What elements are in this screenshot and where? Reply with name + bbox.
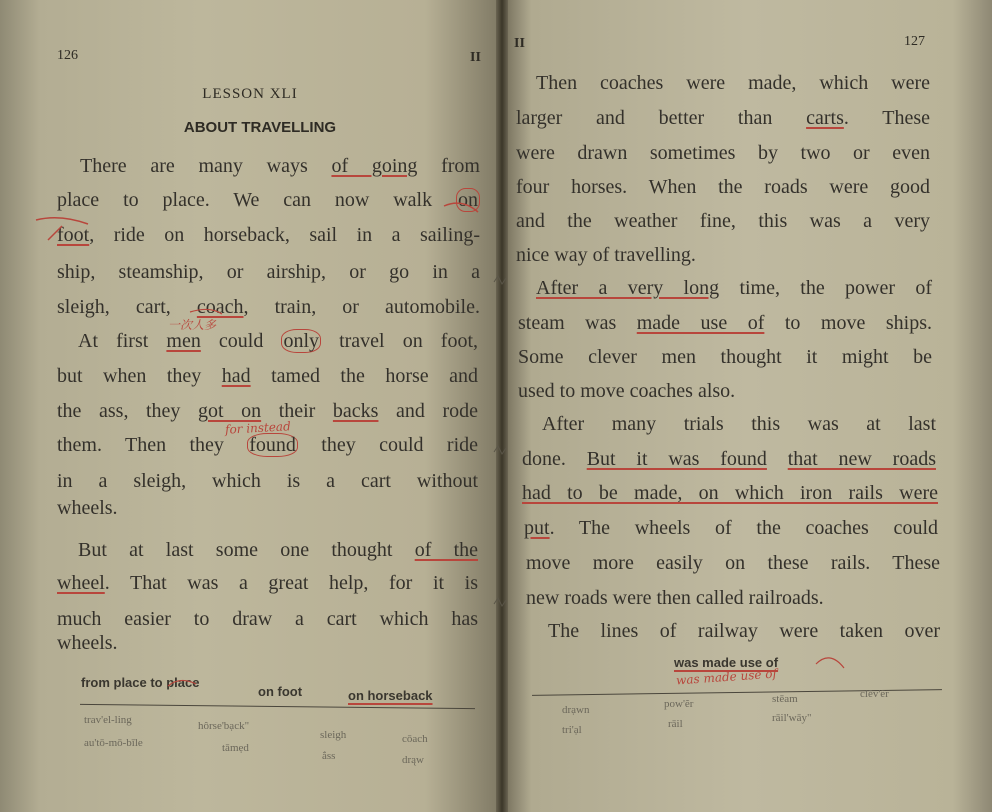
body-line: ship, steamship, or airship, or go in a [57, 261, 480, 283]
body-line: After many trials this was at last [542, 413, 936, 435]
handwritten-note-chinese: 一次人多 [168, 318, 217, 332]
body-line: but when they had tamed the horse and [57, 365, 479, 387]
body-line: used to move coaches also. [518, 380, 736, 402]
body-line: steam was made use of to move ships. [518, 312, 932, 334]
body-line: But at last some one thought of the [78, 539, 479, 561]
body-line: were drawn sometimes by two or even [516, 142, 930, 164]
divider-rule-left [80, 704, 475, 709]
body-line: foot, ride on horseback, sail in a sailing- [57, 224, 480, 246]
vocab-word: rāil [668, 718, 683, 730]
phrase-3: on horseback [348, 688, 433, 703]
phrase-1: from place to place [81, 675, 200, 690]
body-line: the ass, they got on their backs and rode [57, 400, 478, 422]
signature-mark-left: II [470, 50, 481, 65]
body-line: them. Then they found they could ride [57, 434, 478, 456]
page-number-left: 126 [57, 48, 78, 63]
body-line: done. But it was found that new roads [522, 448, 936, 470]
page-number-right: 127 [904, 34, 925, 49]
vocab-word: ắss [322, 750, 336, 762]
vocab-word: drąw [402, 754, 424, 766]
book-gutter [496, 0, 508, 812]
phrase-right: was made use of [674, 655, 779, 670]
body-line: sleigh, cart, coach, train, or automobile. [57, 296, 480, 318]
vocab-word: clĕv'ẽr [860, 688, 889, 700]
body-line: and the weather fine, this was a very [516, 210, 930, 232]
vocab-word: trav'el-ling [84, 714, 132, 726]
body-line: new roads were then called railroads. [526, 587, 824, 609]
body-line: The lines of railway were taken over [548, 620, 940, 642]
body-line: Then coaches were made, which were [536, 72, 930, 94]
vocab-word: tri'ạl [562, 724, 582, 736]
vocab-word: sleigh [320, 729, 347, 741]
body-line: There are many ways of going from [80, 155, 480, 177]
body-line: wheel. That was a great help, for it is [57, 572, 478, 594]
phrase-2: on foot [258, 684, 303, 699]
vocab-word: hôrse'bạck" [198, 720, 250, 732]
body-line: larger and better than carts. These [516, 107, 930, 129]
body-line: After a very long time, the power of [536, 277, 933, 299]
body-line: much easier to draw a cart which has [57, 608, 478, 630]
body-line: place to place. We can now walk on [57, 189, 478, 211]
body-line: nice way of travelling. [516, 244, 696, 266]
body-line: in a sleigh, which is a cart without [57, 470, 478, 492]
right-page [502, 0, 992, 812]
vocab-word: cōach [402, 733, 428, 745]
vocab-word: drạwn [562, 704, 590, 716]
handwritten-note-for-instead: for instead [224, 419, 292, 437]
vocab-word: stēam [772, 693, 798, 705]
body-line: four horses. When the roads were good [516, 176, 930, 198]
body-line: At first men could only travel on foot, [78, 330, 478, 352]
body-line: put. The wheels of the coaches could [524, 517, 938, 539]
lesson-label: LESSON XLI [202, 86, 298, 102]
vocab-word: tāmẹd [222, 742, 249, 754]
body-line: wheels. [57, 632, 118, 654]
vocab-word: pow'ẽr [664, 698, 694, 710]
body-line: move more easily on these rails. These [526, 552, 940, 574]
vocab-word: rāil'wāy" [772, 712, 812, 724]
body-line: wheels. [57, 497, 118, 519]
handwritten-note-right: was made use of [675, 666, 778, 688]
body-line: Some clever men thought it might be [518, 346, 932, 368]
body-line: had to be made, on which iron rails were [522, 482, 938, 504]
signature-mark-right: II [514, 36, 525, 51]
lesson-title: ABOUT TRAVELLING [183, 119, 337, 136]
vocab-word: au'tō-mō-bīle [84, 737, 143, 749]
